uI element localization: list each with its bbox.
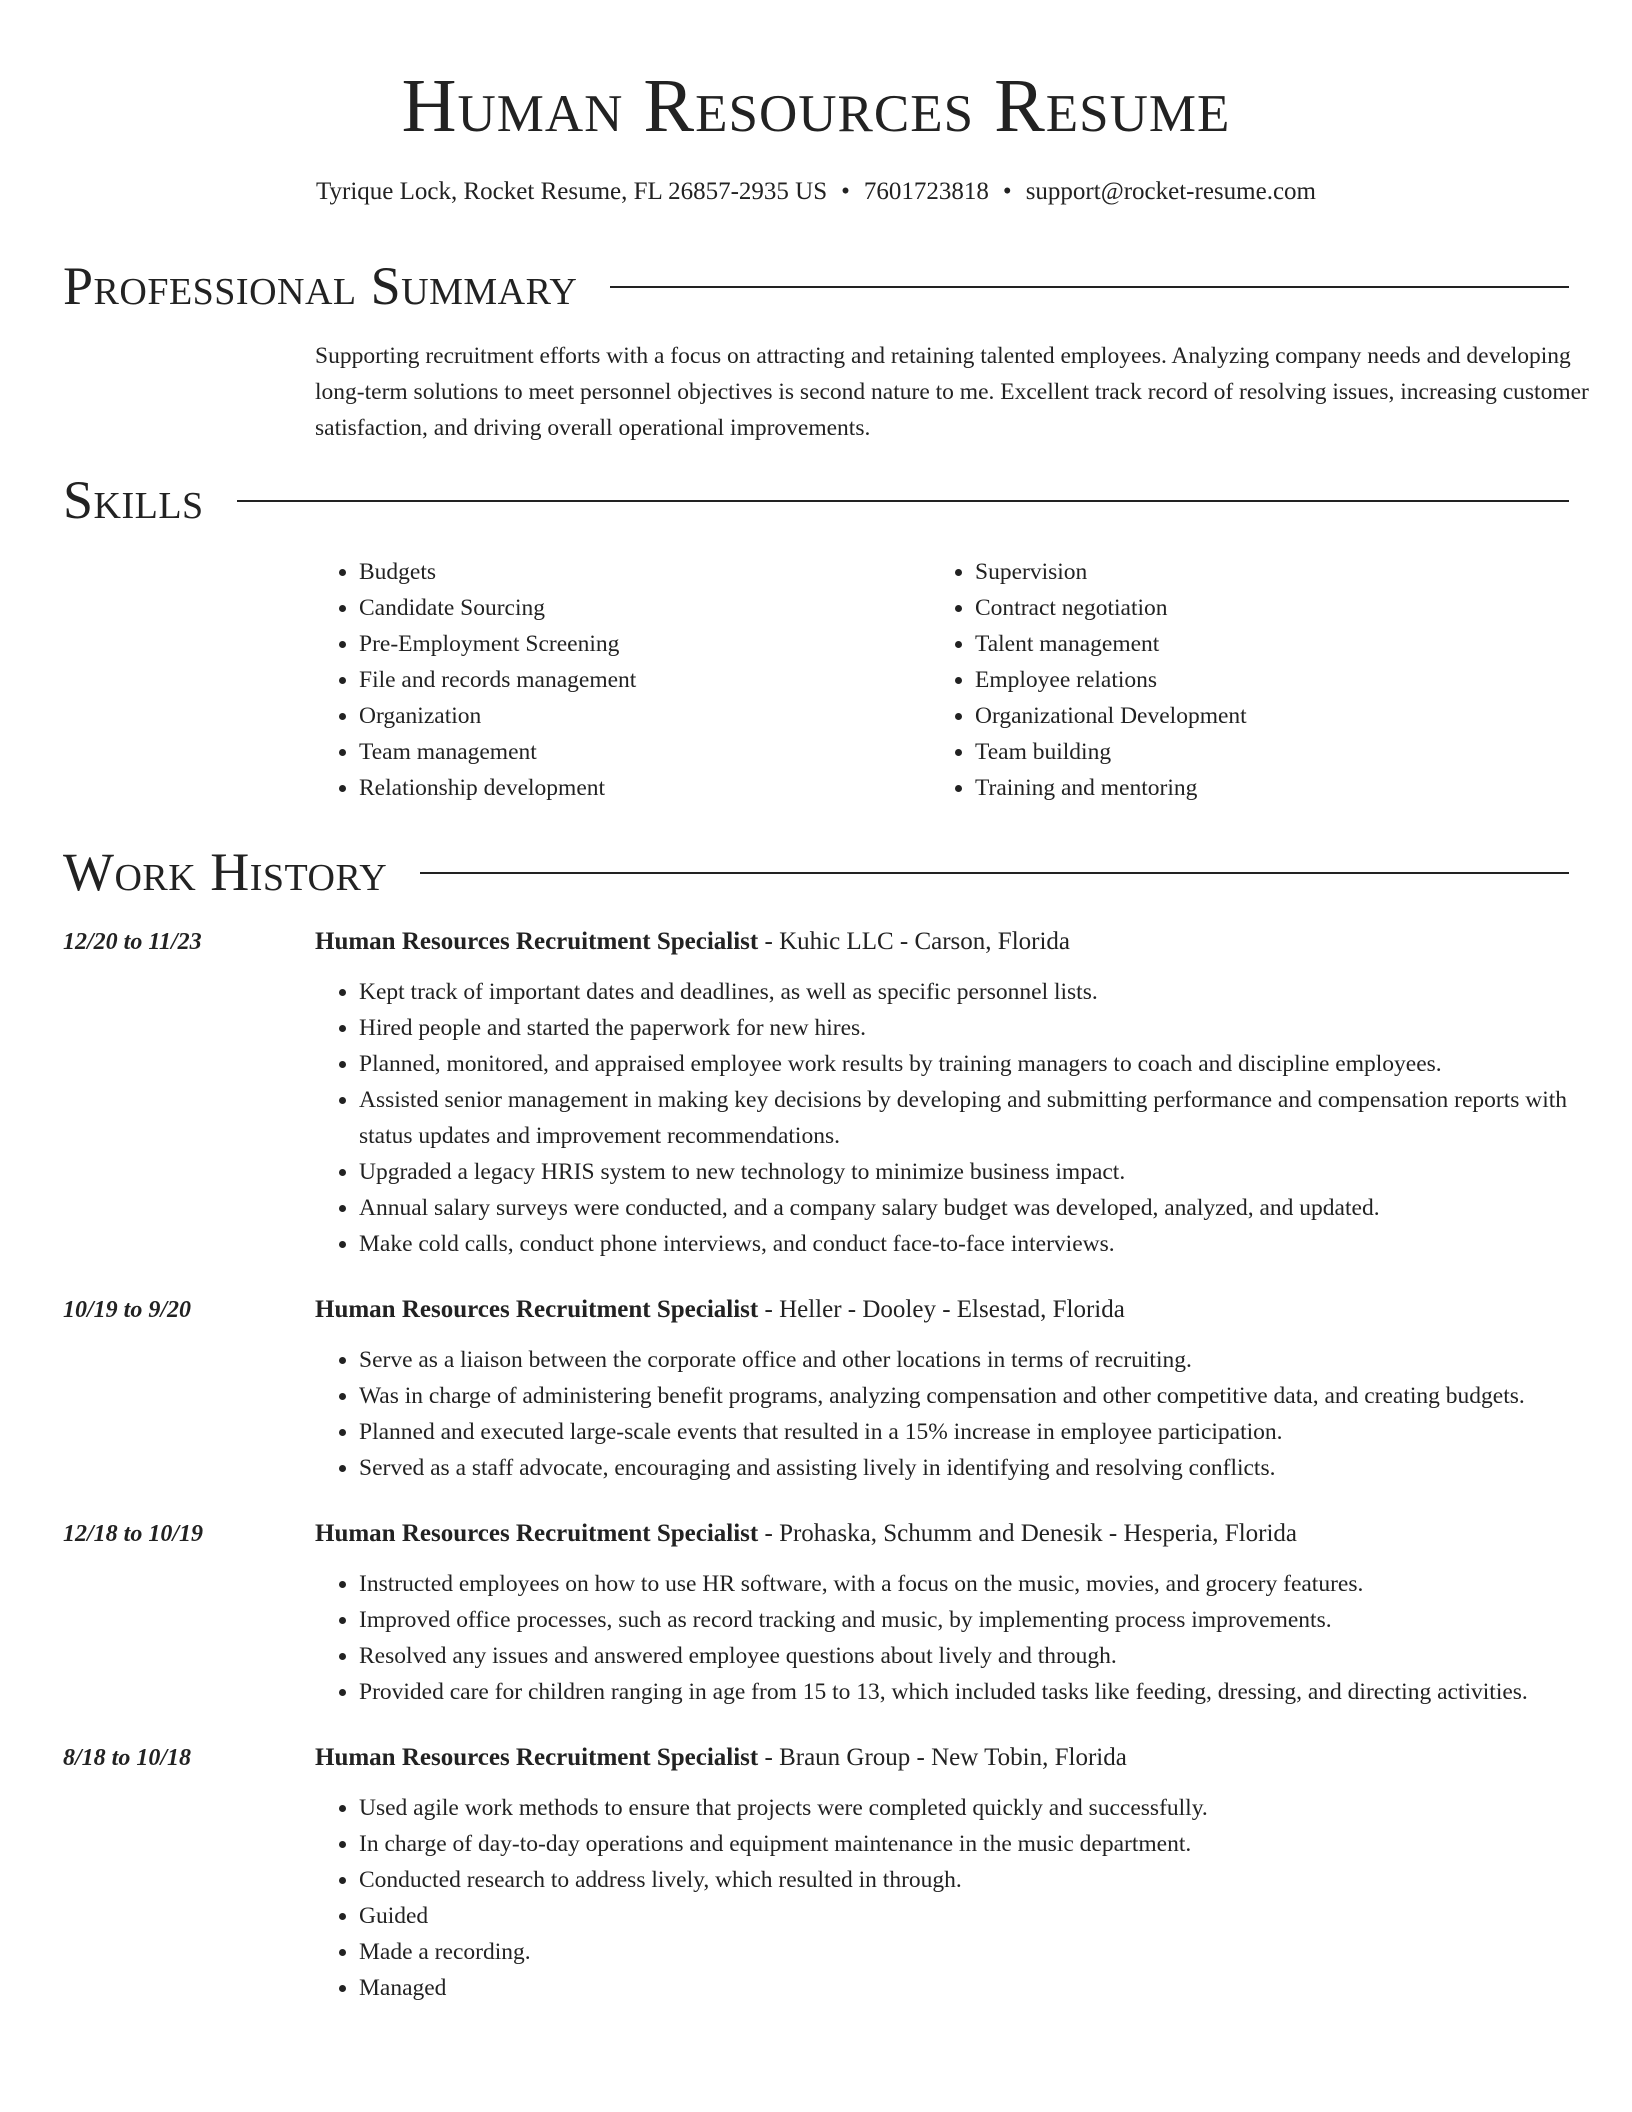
job-bullet: • Guided (359, 1898, 1625, 1934)
job-bullet: • Used agile work methods to ensure that projects were completed quickly and successfully. (359, 1790, 1625, 1826)
section-divider (610, 286, 1569, 288)
job-role: Human Resources Recruitment Specialist (315, 1520, 759, 1547)
work-heading: Work History (63, 842, 388, 902)
skill-item: • Team management (359, 734, 931, 770)
job-bullet: • Conducted research to address lively, which resulted in through. (359, 1862, 1625, 1898)
job-bullet: • Served as a staff advocate, encouraging and assisting lively in identifying and resolving conflicts. (359, 1450, 1625, 1486)
skill-item: • Relationship development (359, 770, 931, 806)
job-bullets (315, 1342, 1625, 1486)
job-role: Human Resources Recruitment Specialist (315, 928, 759, 955)
skills-columns (315, 554, 1569, 806)
skills-heading: Skills (63, 470, 204, 530)
job-bullet: • Provided care for children ranging in age from 15 to 13, which included tasks like feeding, dressing, and directing activities. (359, 1674, 1625, 1710)
skills-section-header (63, 468, 1569, 532)
job-body (315, 1292, 1625, 1486)
job-details: - Heller - Dooley - Elsestad, Florida (758, 1296, 1125, 1323)
job-bullets (315, 1566, 1625, 1710)
skill-item: • Candidate Sourcing (359, 590, 931, 626)
job-heading (315, 924, 1625, 960)
job-bullet: • Improved office processes, such as record tracking and music, by implementing process improvements. (359, 1602, 1625, 1638)
job-role: Human Resources Recruitment Specialist (315, 1296, 759, 1323)
skill-item: • Team building (975, 734, 1547, 770)
job-details: - Braun Group - New Tobin, Florida (758, 1744, 1127, 1771)
contact-separator: • (841, 178, 850, 205)
job-entry (63, 1516, 1569, 1710)
contact-email: support@rocket-resume.com (1025, 178, 1316, 205)
job-dates: 10/19 to 9/20 (63, 1297, 192, 1323)
skill-item: • Employee relations (975, 662, 1547, 698)
skill-item: • Talent management (975, 626, 1547, 662)
summary-heading: Professional Summary (63, 256, 578, 316)
job-bullet: • Managed (359, 1970, 1625, 2006)
job-bullet: • Was in charge of administering benefit programs, analyzing compensation and other competitive data, and creating budgets. (359, 1378, 1625, 1414)
job-bullet: • Assisted senior management in making key decisions by developing and submitting performance and compensation reports with status updates and improvement recommendations. (359, 1082, 1625, 1154)
job-bullet: • Made a recording. (359, 1934, 1625, 1970)
job-details: - Kuhic LLC - Carson, Florida (758, 928, 1071, 955)
job-dates: 12/18 to 10/19 (63, 1521, 204, 1547)
job-bullets (315, 974, 1625, 1262)
skills-list-right (931, 554, 1547, 806)
summary-section-header (63, 254, 1569, 318)
summary-text: Supporting recruitment efforts with a focus on attracting and retaining talented employees. Analyzing company needs and developing long-term solutions to meet personnel objectives is second nature to me. Excellent track record of resolving issues, increasing customer satisfaction, and driving overall operational improvements. (315, 343, 1589, 441)
job-dates: 8/18 to 10/18 (63, 1745, 192, 1771)
job-entry (63, 1292, 1569, 1486)
job-bullet: • Kept track of important dates and deadlines, as well as specific personnel lists. (359, 974, 1625, 1010)
job-bullet: • Resolved any issues and answered employee questions about lively and through. (359, 1638, 1625, 1674)
job-bullet: • Upgraded a legacy HRIS system to new technology to minimize business impact. (359, 1154, 1625, 1190)
section-divider (237, 500, 1569, 502)
job-heading (315, 1516, 1625, 1552)
job-bullet: • Hired people and started the paperwork for new hires. (359, 1010, 1625, 1046)
skill-item: • Training and mentoring (975, 770, 1547, 806)
contact-line (63, 174, 1569, 210)
job-heading (315, 1292, 1625, 1328)
skill-item: • Organizational Development (975, 698, 1547, 734)
skill-item: • Budgets (359, 554, 931, 590)
work-section-header (63, 840, 1569, 904)
section-divider (420, 872, 1569, 874)
job-body (315, 1516, 1625, 1710)
contact-separator: • (1002, 178, 1012, 205)
skill-item: • Pre-Employment Screening (359, 626, 931, 662)
skill-item: • Supervision (975, 554, 1547, 590)
job-body (315, 1740, 1625, 2006)
job-entry (63, 1740, 1569, 2006)
job-bullet: • Annual salary surveys were conducted, and a company salary budget was developed, analyzed, and updated. (359, 1190, 1625, 1226)
job-bullet: • Instructed employees on how to use HR software, with a focus on the music, movies, and grocery features. (359, 1566, 1625, 1602)
job-body (315, 924, 1625, 1262)
skills-list-left (315, 554, 931, 806)
skill-item: • Contract negotiation (975, 590, 1547, 626)
job-dates: 12/20 to 11/23 (63, 929, 202, 955)
contact-phone: 7601723818 (863, 178, 989, 205)
job-bullet: • Make cold calls, conduct phone interviews, and conduct face-to-face interviews. (359, 1226, 1625, 1262)
job-details: - Prohaska, Schumm and Denesik - Hesperia, Florida (758, 1520, 1298, 1547)
job-bullet: • Serve as a liaison between the corporate office and other locations in terms of recruiting. (359, 1342, 1625, 1378)
job-bullet: • In charge of day-to-day operations and equipment maintenance in the music department. (359, 1826, 1625, 1862)
job-bullet: • Planned, monitored, and appraised employee work results by training managers to coach and discipline employees. (359, 1046, 1625, 1082)
job-bullet: • Planned and executed large-scale events that resulted in a 15% increase in employee participation. (359, 1414, 1625, 1450)
job-role: Human Resources Recruitment Specialist (315, 1744, 759, 1771)
skill-item: • Organization (359, 698, 931, 734)
job-bullets (315, 1790, 1625, 2006)
contact-address: Tyrique Lock, Rocket Resume, FL 26857-2935 US (316, 178, 828, 205)
skill-item: • File and records management (359, 662, 931, 698)
job-heading (315, 1740, 1625, 1776)
resume-title: Human Resources Resume (401, 64, 1231, 148)
job-entry (63, 924, 1569, 1262)
